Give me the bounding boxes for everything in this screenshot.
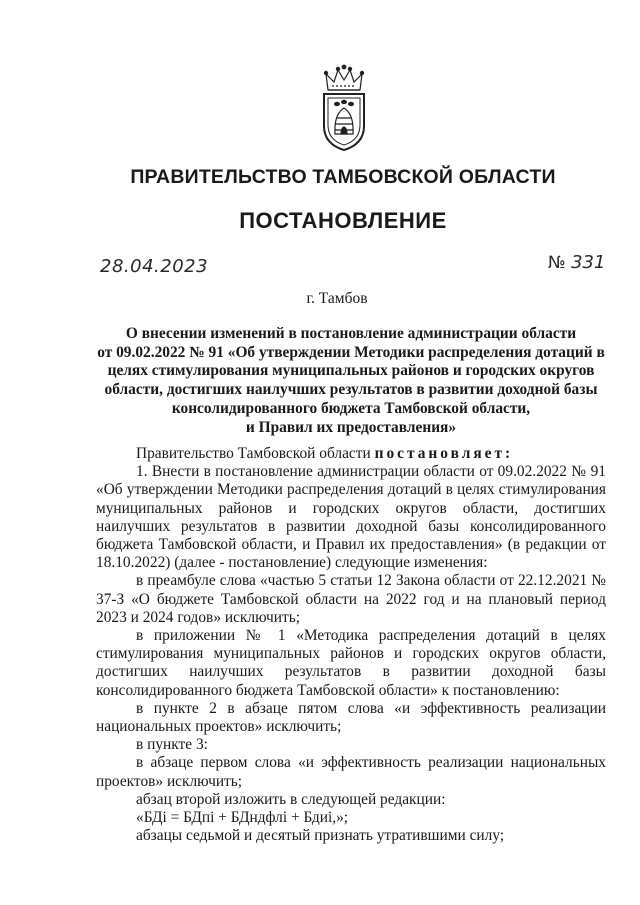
government-title: ПРАВИТЕЛЬСТВО ТАМБОВСКОЙ ОБЛАСТИ	[130, 166, 556, 188]
document-number	[548, 252, 605, 273]
paragraph-appendix: в приложении № 1 «Методика распределения дотаций в целях стимулирования муниципальных районов и городских округов области, достигших наилучших результатов в развитии доходной базы консолидированного бюджета Тамбовской области» к постановлению:	[96, 627, 606, 699]
number-value: 331	[571, 252, 606, 273]
subject-line: области, достигших наилучших результатов в развитии доходной базы	[104, 381, 598, 399]
document-date: 28.04.2023	[100, 256, 209, 277]
document-subject	[96, 325, 606, 437]
document-type-title: ПОСТАНОВЛЕНИЕ	[239, 208, 447, 233]
number-sign: №	[548, 253, 566, 273]
subject-line: от 09.02.2022 № 91 «Об утверждении Методики распределения дотаций в	[97, 343, 605, 361]
paragraph-invalidate: абзацы седьмой и десятый признать утратившими силу;	[136, 827, 505, 845]
paragraph-point-2: в пункте 2 в абзаце пятом слова «и эффективность реализации национальных проектов» исключить;	[96, 699, 606, 736]
intro-paragraph	[96, 445, 606, 463]
coat-of-arms-emblem	[318, 64, 370, 152]
city-line: г. Тамбов	[306, 290, 368, 307]
subject-line: целях стимулирования муниципальных районов и городских округов	[107, 362, 595, 380]
intro-verb: постановляет:	[374, 445, 514, 462]
paragraph-preamble: в преамбуле слова «частью 5 статьи 12 Закона области от 22.12.2021 № 37-З «О бюджете Тамбовской области на 2022 год и на плановый период 2023 и 2024 годов» исключить;	[96, 572, 606, 626]
subject-line: консолидированного бюджета Тамбовской области,	[171, 399, 531, 417]
intro-text: Правительство Тамбовской области	[136, 445, 371, 462]
formula-line: «БДi = БДпi + БДндфлi + Бдиi,»;	[136, 809, 349, 827]
paragraph-1: 1. Внести в постановление администрации области от 09.02.2022 № 91 «Об утверждении Методики распределения дотаций в целях стимулирования муниципальных районов и городских округов области, достигших наилучших результатов в развитии доходной базы консолидированного бюджета Тамбовской области, и Правил их предоставления» (в редакции от 18.10.2022) (далее - постановление) следующие изменения:	[96, 463, 606, 572]
document-body	[96, 445, 606, 845]
paragraph-point-3: в пункте 3:	[136, 736, 208, 754]
paragraph-first-abz: в абзаце первом слова «и эффективность реализации национальных проектов» исключить;	[96, 754, 606, 790]
subject-line: и Правил их предоставления»	[245, 418, 457, 436]
subject-line: О внесении изменений в постановление администрации области	[125, 325, 577, 342]
paragraph-second-abz: абзац второй изложить в следующей редакции:	[136, 790, 446, 808]
